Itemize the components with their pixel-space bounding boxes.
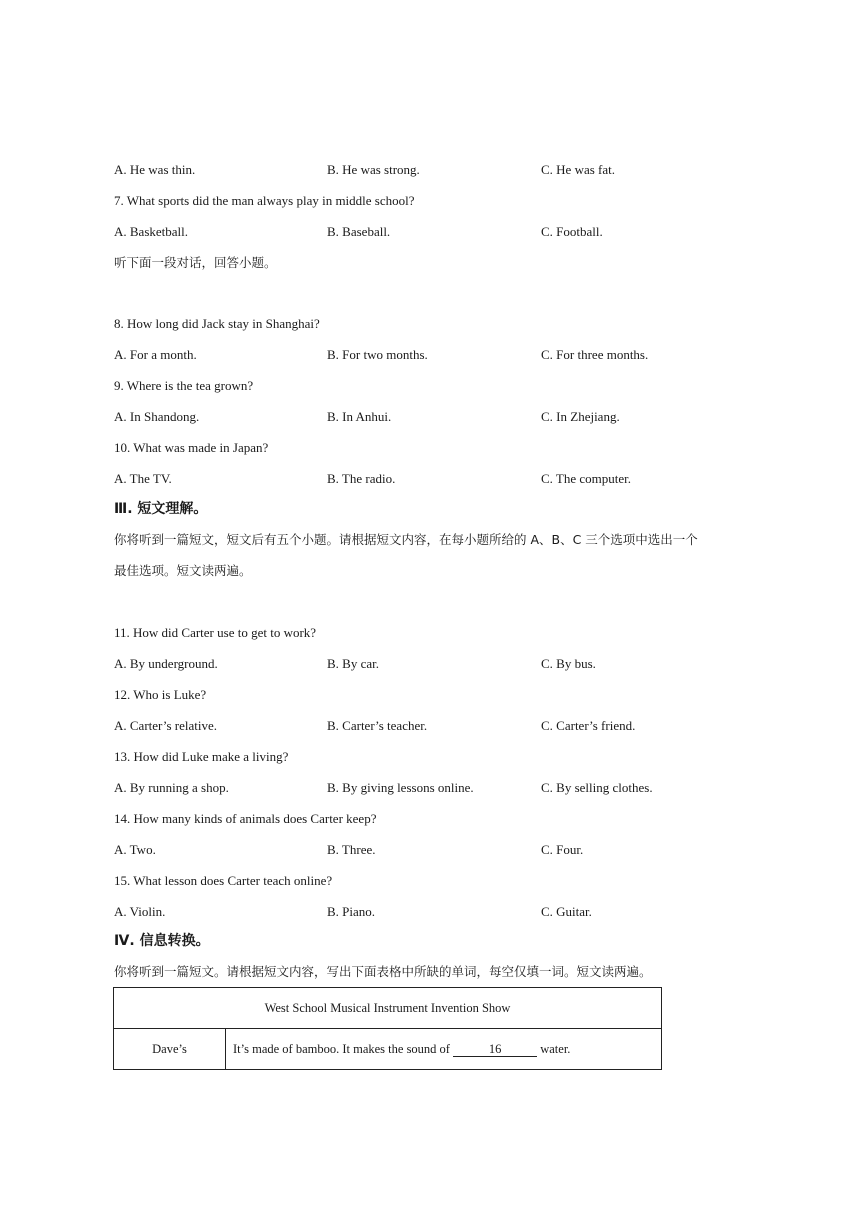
table-cell-description <box>226 1029 662 1070</box>
q13-option-a: A. By running a shop. <box>114 780 229 795</box>
q10-option-b: B. The radio. <box>327 471 396 486</box>
q14-question: 14. How many kinds of animals does Carter keep? <box>114 811 377 826</box>
description-text-before: It’s made of bamboo. It makes the sound of <box>233 1041 454 1056</box>
q9-question: 9. Where is the tea grown? <box>114 378 254 393</box>
q9-option-a: A. In Shandong. <box>114 409 200 424</box>
q8-question: 8. How long did Jack stay in Shanghai? <box>114 316 320 331</box>
q15-option-a: A. Violin. <box>114 904 166 919</box>
q9-option-b: B. In Anhui. <box>327 409 392 424</box>
q14-option-c: C. Four. <box>541 842 584 857</box>
q15-option-c: C. Guitar. <box>541 904 592 919</box>
q13-question: 13. How did Luke make a living? <box>114 749 289 764</box>
q15-question: 15. What lesson does Carter teach online? <box>114 873 333 888</box>
q12-option-b: B. Carter’s teacher. <box>327 718 428 733</box>
q11-option-c: C. By bus. <box>541 656 596 671</box>
table-title: West School Musical Instrument Invention Show <box>114 988 662 1029</box>
table-title-row <box>114 988 662 1029</box>
q11-question: 11. How did Carter use to get to work? <box>114 625 317 640</box>
section-3-heading: Ⅲ. 短文理解。 <box>114 501 208 517</box>
q12-option-a: A. Carter’s relative. <box>114 718 217 733</box>
q14-option-a: A. Two. <box>114 842 156 857</box>
dialogue-instruction: 听下面一段对话，回答小题。 <box>114 255 277 270</box>
q12-option-c: C. Carter’s friend. <box>541 718 636 733</box>
q11-option-b: B. By car. <box>327 656 379 671</box>
table-cell-name: Dave’s <box>114 1029 226 1070</box>
q15-option-b: B. Piano. <box>327 904 376 919</box>
section-3-instruction-line2: 最佳选项。短文读两遍。 <box>114 563 252 578</box>
q13-option-b: B. By giving lessons online. <box>327 780 474 795</box>
q7-option-a: A. Basketball. <box>114 224 189 239</box>
q8-option-b: B. For two months. <box>327 347 428 362</box>
q7-option-c: C. Football. <box>541 224 603 239</box>
answer-blank-16[interactable]: 16 <box>453 1042 537 1057</box>
q11-option-a: A. By underground. <box>114 656 218 671</box>
q8-option-a: A. For a month. <box>114 347 197 362</box>
section-3-instruction-line1: 你将听到一篇短文，短文后有五个小题。请根据短文内容，在每小题所给的 A、B、C 三个选项中选出一个 <box>114 532 698 547</box>
q6-option-a: A. He was thin. <box>114 162 196 177</box>
q10-option-c: C. The computer. <box>541 471 632 486</box>
q6-option-c: C. He was fat. <box>541 162 616 177</box>
section-4-heading: Ⅳ. 信息转换。 <box>114 933 210 949</box>
q7-option-b: B. Baseball. <box>327 224 391 239</box>
q12-question: 12. Who is Luke? <box>114 687 207 702</box>
q13-option-c: C. By selling clothes. <box>541 780 653 795</box>
q9-option-c: C. In Zhejiang. <box>541 409 620 424</box>
info-table <box>113 987 662 1070</box>
q7-question: 7. What sports did the man always play in middle school? <box>114 193 415 208</box>
q10-option-a: A. The TV. <box>114 471 172 486</box>
q8-option-c: C. For three months. <box>541 347 649 362</box>
q14-option-b: B. Three. <box>327 842 376 857</box>
q6-option-b: B. He was strong. <box>327 162 420 177</box>
description-text-after: water. <box>537 1041 571 1056</box>
table-row <box>114 1029 662 1070</box>
q10-question: 10. What was made in Japan? <box>114 440 269 455</box>
section-4-instruction: 你将听到一篇短文。请根据短文内容，写出下面表格中所缺的单词，每空仅填一词。短文读两遍。 <box>114 964 652 979</box>
